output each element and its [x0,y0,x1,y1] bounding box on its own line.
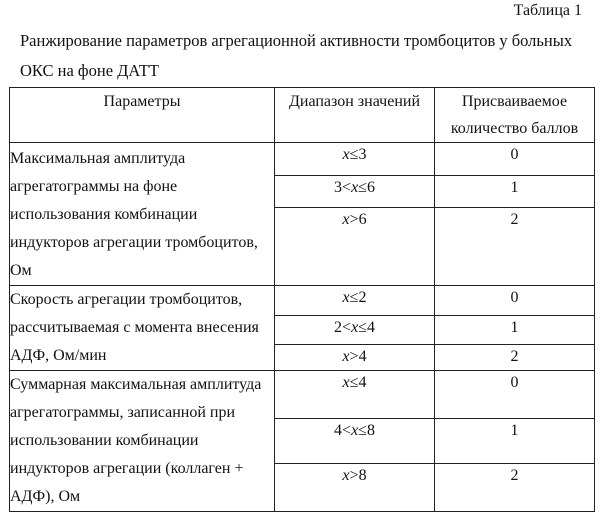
score-cell: 1 [435,418,595,464]
table-row [10,143,595,176]
score-cell: 0 [435,371,595,419]
header-param: Параметры [10,88,275,143]
header-score: Присваиваемое количество баллов [435,88,595,143]
score-cell: 0 [435,143,595,176]
ranking-table [9,87,595,512]
param-cell: Суммарная максимальная амплитуда агрегатограммы, записанной при использовании комбинации индукторов агрегации (коллаген + АДФ), Ом [10,371,275,512]
table-caption: Ранжирование параметров агрегационной активности тромбоцитов у больных ОКС на фоне ДАТТ [20,31,573,80]
score-cell: 0 [435,286,595,316]
param-cell: Максимальная амплитуда агрегатограммы на фоне использования комбинации индукторов агрегации тромбоцитов, Ом [10,143,275,286]
range-cell: x>4 [275,345,435,371]
range-cell: 4<x≤8 [275,418,435,464]
score-cell: 2 [435,464,595,512]
range-cell: x>6 [275,208,435,286]
score-cell: 2 [435,345,595,371]
range-cell: x≤4 [275,371,435,419]
range-cell: 2<x≤4 [275,316,435,345]
range-cell: x≤2 [275,286,435,316]
score-cell: 1 [435,316,595,345]
range-cell: x>8 [275,464,435,512]
range-cell: x≤3 [275,143,435,176]
table-number: Таблица 1 [513,2,582,19]
header-range: Диапазон значений [275,88,435,143]
score-cell: 1 [435,175,595,208]
param-cell: Скорость агрегации тромбоцитов, рассчитываемая с момента внесения АДФ, Ом/мин [10,286,275,371]
range-cell: 3<x≤6 [275,175,435,208]
score-cell: 2 [435,208,595,286]
table-row [10,371,595,419]
table-row [10,286,595,316]
header-row [10,88,595,143]
